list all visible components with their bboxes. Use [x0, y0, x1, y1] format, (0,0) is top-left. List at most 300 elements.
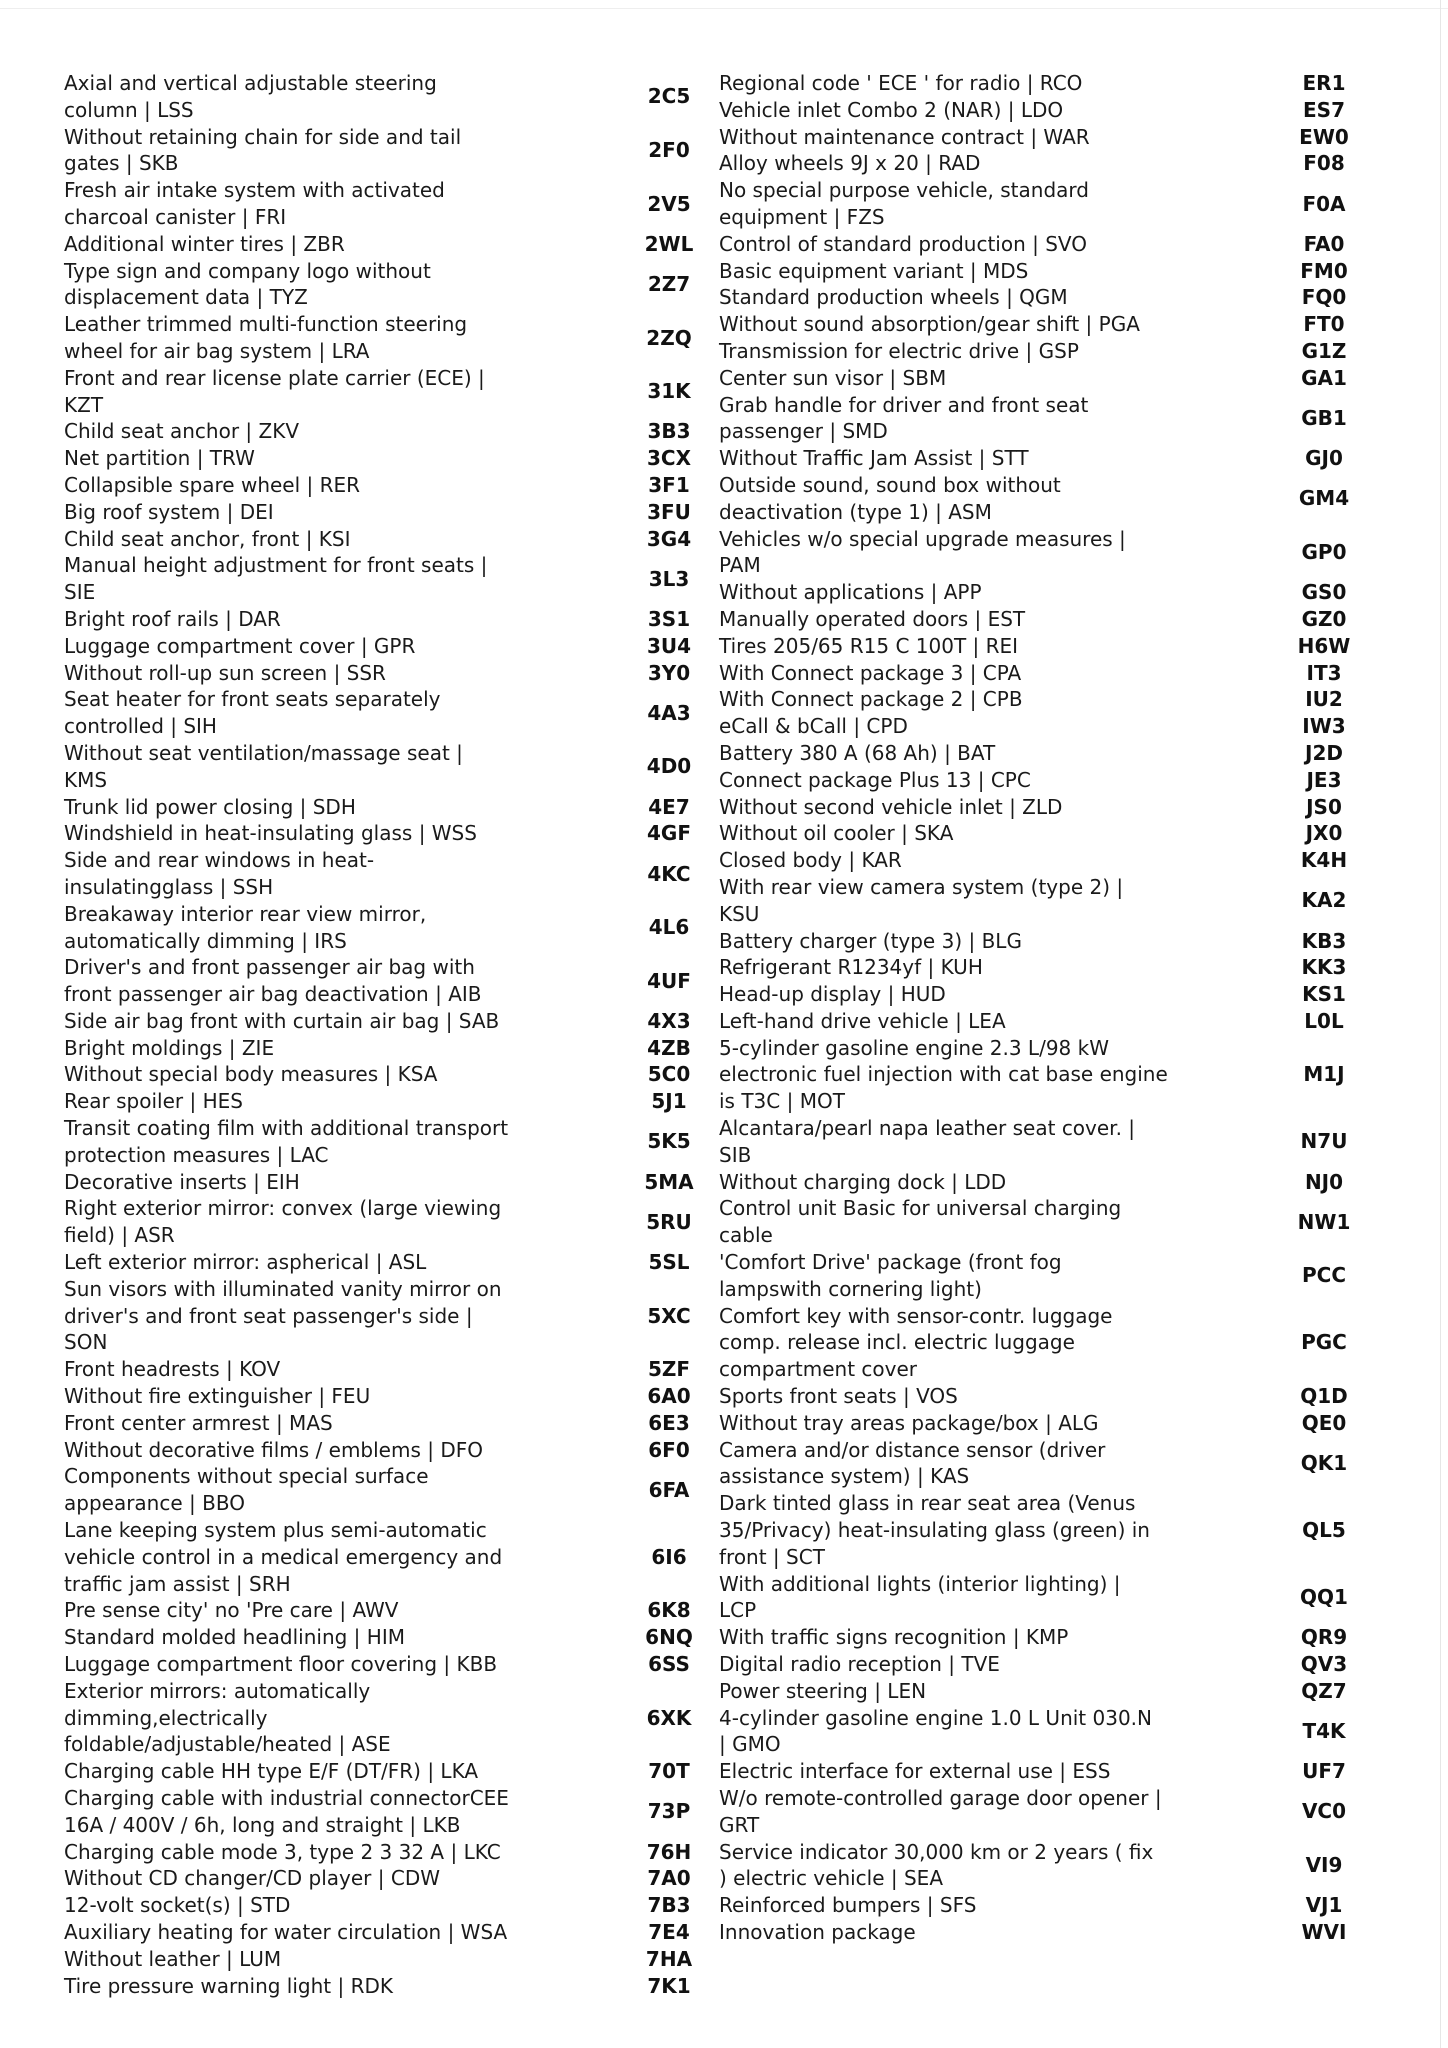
- option-description-line: Without decorative films / emblems | DFO: [64, 1437, 483, 1462]
- option-description-line: Comfort key with sensor-contr. luggage: [719, 1303, 1113, 1328]
- option-code: FQ0: [1301, 285, 1347, 310]
- option-description: [64, 1061, 524, 1088]
- option-code: 3F1: [648, 472, 690, 497]
- option-code: 6E3: [648, 1410, 690, 1435]
- option-description: [719, 70, 1179, 97]
- option-code: ER1: [1302, 71, 1346, 95]
- option-description: [719, 392, 1179, 446]
- option-description-line: Auxiliary heating for water circulation | WSA: [64, 1919, 508, 1944]
- option-row: [64, 820, 704, 847]
- option-code: 3U4: [646, 633, 692, 658]
- option-description-line: charcoal canister | FRI: [64, 204, 287, 229]
- option-row: [64, 1008, 704, 1035]
- option-description: [64, 311, 524, 365]
- option-row: [64, 472, 704, 499]
- option-row: [64, 526, 704, 553]
- option-row: [64, 1383, 704, 1410]
- page-top-edge: [0, 8, 1448, 9]
- option-row: [719, 1115, 1359, 1169]
- option-description-line: Net partition | TRW: [64, 446, 255, 471]
- option-code: 3L3: [648, 566, 690, 591]
- option-description-line: Power steering | LEN: [719, 1678, 927, 1703]
- option-description-line: Standard production wheels | QGM: [719, 285, 1068, 310]
- option-row: [64, 633, 704, 660]
- option-description-line: Transit coating film with additional transport: [64, 1116, 509, 1141]
- option-description: [64, 365, 524, 419]
- option-code: JX0: [1305, 821, 1343, 846]
- option-description-line: 12-volt socket(s) | STD: [64, 1893, 291, 1918]
- option-row: [719, 231, 1359, 258]
- option-row: [64, 1651, 704, 1678]
- option-code: VJ1: [1305, 1893, 1343, 1918]
- option-description-line: Luggage compartment cover | GPR: [64, 633, 416, 658]
- option-description: [719, 284, 1179, 311]
- option-code: FT0: [1303, 312, 1345, 337]
- option-code: PGC: [1301, 1330, 1347, 1355]
- option-description: [64, 1678, 524, 1758]
- option-code: 2V5: [647, 191, 691, 216]
- option-code: 76H: [646, 1839, 692, 1864]
- option-description: [719, 177, 1179, 231]
- option-description-line: Without special body measures | KSA: [64, 1062, 438, 1087]
- option-description-line: equipment | FZS: [719, 204, 885, 229]
- option-description-line: Bright moldings | ZIE: [64, 1035, 275, 1060]
- option-row: [64, 1919, 704, 1946]
- option-code: PCC: [1301, 1263, 1346, 1288]
- option-description-line: Additional winter tires | ZBR: [64, 231, 345, 256]
- option-description-line: Without sound absorption/gear shift | PGA: [719, 312, 1140, 337]
- option-description-line: Without oil cooler | SKA: [719, 821, 954, 846]
- option-code: K4H: [1300, 848, 1348, 873]
- option-row: [719, 1195, 1359, 1249]
- option-description: [64, 1517, 524, 1597]
- option-code: 3B3: [647, 419, 691, 444]
- option-code: 3S1: [647, 606, 691, 631]
- option-description-line: insulatingglass | SSH: [64, 874, 274, 899]
- option-row: [719, 526, 1359, 580]
- option-description-line: With Connect package 2 | CPB: [719, 687, 1023, 712]
- option-description: [719, 445, 1179, 472]
- option-row: [719, 1169, 1359, 1196]
- option-row: [64, 1517, 704, 1597]
- option-code: QR9: [1300, 1625, 1348, 1650]
- option-description-line: Child seat anchor | ZKV: [64, 419, 299, 444]
- option-description-line: ) electric vehicle | SEA: [719, 1866, 943, 1891]
- option-description-line: Decorative inserts | EIH: [64, 1169, 300, 1194]
- option-description-line: Electric interface for external use | ESS: [719, 1759, 1111, 1784]
- option-code: NJ0: [1304, 1169, 1344, 1194]
- option-description-line: | GMO: [719, 1732, 781, 1757]
- option-description: [64, 1839, 524, 1866]
- option-code: 7B3: [647, 1893, 691, 1918]
- option-description: [64, 445, 524, 472]
- option-description-line: Without Traffic Jam Assist | STT: [719, 446, 1029, 471]
- option-row: [64, 740, 704, 794]
- option-description-line: Rear spoiler | HES: [64, 1089, 243, 1114]
- option-row: [719, 606, 1359, 633]
- option-description-line: Side air bag front with curtain air bag | SAB: [64, 1008, 500, 1033]
- option-description-line: Alcantara/pearl napa leather seat cover. |: [719, 1116, 1136, 1141]
- option-description: [64, 954, 524, 1008]
- option-description: [64, 660, 524, 687]
- option-description-line: Pre sense city' no 'Pre care | AWV: [64, 1598, 399, 1623]
- option-description-line: comp. release incl. electric luggage: [719, 1330, 1075, 1355]
- option-description: [64, 1946, 524, 1973]
- option-description: [719, 258, 1179, 285]
- option-description: [64, 740, 524, 794]
- option-description: [719, 1624, 1179, 1651]
- option-description: [719, 1651, 1179, 1678]
- option-code: 4L6: [648, 915, 690, 940]
- option-description: [64, 1785, 524, 1839]
- option-description: [64, 901, 524, 955]
- option-code: 4UF: [647, 968, 691, 993]
- option-code: 70T: [648, 1759, 690, 1784]
- option-code: FM0: [1300, 258, 1348, 283]
- option-code: VI9: [1305, 1852, 1343, 1877]
- option-code: M1J: [1303, 1062, 1345, 1087]
- option-row: [719, 97, 1359, 124]
- option-description-line: Charging cable with industrial connectorCEE: [64, 1786, 509, 1810]
- option-description: [719, 954, 1179, 981]
- option-description-line: Head-up display | HUD: [719, 982, 946, 1007]
- option-description-line: KSU: [719, 901, 760, 926]
- option-description-line: With Connect package 3 | CPA: [719, 660, 1022, 685]
- option-description: [719, 1035, 1179, 1115]
- option-code: 3FU: [647, 499, 691, 524]
- option-code: 5ZF: [647, 1357, 691, 1382]
- option-description: [64, 124, 524, 178]
- option-row: [64, 124, 704, 178]
- option-description-line: Left-hand drive vehicle | LEA: [719, 1008, 1006, 1033]
- option-row: [719, 258, 1359, 285]
- option-row: [719, 124, 1359, 151]
- option-description-line: KMS: [64, 767, 108, 792]
- option-description-line: dimming,electrically: [64, 1705, 268, 1730]
- option-description-line: column | LSS: [64, 97, 194, 122]
- option-code: N7U: [1300, 1129, 1348, 1154]
- option-description: [719, 713, 1179, 740]
- option-row: [719, 1383, 1359, 1410]
- option-code: 73P: [647, 1799, 691, 1824]
- option-row: [719, 365, 1359, 392]
- option-description-line: SIE: [64, 580, 96, 605]
- option-description-line: driver's and front seat passenger's side |: [64, 1303, 473, 1328]
- option-row: [64, 445, 704, 472]
- option-description: [64, 1865, 524, 1892]
- option-description-line: front passenger air bag deactivation | AIB: [64, 982, 482, 1007]
- option-description: [719, 1839, 1179, 1893]
- option-description-line: Charging cable mode 3, type 2 3 32 A | LKC: [64, 1839, 501, 1864]
- option-description-line: Exterior mirrors: automatically: [64, 1678, 371, 1703]
- option-row: [64, 1597, 704, 1624]
- option-description-line: Battery charger (type 3) | BLG: [719, 928, 1022, 953]
- option-code: 6XK: [646, 1705, 692, 1730]
- option-row: [719, 1892, 1359, 1919]
- option-description-line: Trunk lid power closing | SDH: [64, 794, 356, 819]
- option-row: [719, 660, 1359, 687]
- option-description: [719, 1303, 1179, 1383]
- option-description: [64, 847, 524, 901]
- option-description-line: Components without special surface: [64, 1464, 429, 1489]
- option-code: GA1: [1301, 365, 1347, 390]
- option-description-line: Dark tinted glass in rear seat area (Venus: [719, 1491, 1136, 1516]
- option-code: GP0: [1301, 539, 1347, 564]
- option-description-line: Front center armrest | MAS: [64, 1410, 333, 1435]
- option-row: [719, 1839, 1359, 1893]
- option-description: [64, 1919, 524, 1946]
- option-code: GS0: [1301, 580, 1347, 605]
- option-description: [64, 1035, 524, 1062]
- option-description-line: Outside sound, sound box without: [719, 472, 1061, 497]
- option-description: [64, 1463, 524, 1517]
- option-code: 2C5: [647, 84, 691, 109]
- option-description-line: Charging cable HH type E/F (DT/FR) | LKA: [64, 1759, 479, 1784]
- option-description: [719, 633, 1179, 660]
- option-code: 6SS: [648, 1652, 690, 1677]
- option-code: 5SL: [648, 1250, 690, 1275]
- option-description: [719, 767, 1179, 794]
- option-description-line: Closed body | KAR: [719, 848, 902, 873]
- option-description-line: Fresh air intake system with activated: [64, 178, 445, 203]
- option-row: [64, 258, 704, 312]
- option-description-line: deactivation (type 1) | ASM: [719, 499, 992, 524]
- option-row: [64, 70, 704, 124]
- option-description: [719, 1919, 1179, 1946]
- option-description: [64, 686, 524, 740]
- option-description-line: PAM: [719, 553, 761, 578]
- option-description-line: Without charging dock | LDD: [719, 1169, 1007, 1194]
- option-description: [719, 526, 1179, 580]
- option-description: [64, 1410, 524, 1437]
- option-code: 3CX: [646, 446, 691, 471]
- option-row: [64, 499, 704, 526]
- option-row: [64, 1088, 704, 1115]
- option-description: [719, 1571, 1179, 1625]
- option-description: [719, 1169, 1179, 1196]
- option-description-line: Type sign and company logo without: [64, 258, 431, 283]
- option-description-line: Side and rear windows in heat-: [64, 848, 375, 873]
- option-description: [64, 1651, 524, 1678]
- option-row: [64, 1946, 704, 1973]
- option-row: [719, 686, 1359, 713]
- option-description-line: protection measures | LAC: [64, 1142, 329, 1167]
- option-description-line: Vehicle inlet Combo 2 (NAR) | LDO: [719, 97, 1064, 122]
- option-code: JE3: [1306, 767, 1342, 792]
- option-row: [64, 177, 704, 231]
- option-description: [719, 1785, 1179, 1839]
- left-option-column: [64, 70, 704, 1999]
- option-code: QK1: [1300, 1451, 1348, 1476]
- option-code: 2Z7: [647, 271, 691, 296]
- option-description-line: 16A / 400V / 6h, long and straight | LKB: [64, 1812, 461, 1837]
- option-description-line: Sun visors with illuminated vanity mirror on: [64, 1276, 502, 1301]
- option-code: QQ1: [1300, 1585, 1348, 1610]
- option-code: 5MA: [644, 1169, 694, 1194]
- option-description: [719, 579, 1179, 606]
- option-row: [719, 177, 1359, 231]
- option-description: [719, 1705, 1179, 1759]
- option-row: [719, 1437, 1359, 1491]
- option-code: 6A0: [647, 1384, 691, 1409]
- option-row: [64, 686, 704, 740]
- option-description-line: Refrigerant R1234yf | KUH: [719, 955, 983, 980]
- option-row: [64, 418, 704, 445]
- option-description-line: Seat heater for front seats separately: [64, 687, 441, 712]
- option-description-line: Without second vehicle inlet | ZLD: [719, 794, 1063, 819]
- option-row: [719, 284, 1359, 311]
- option-description-line: automatically dimming | IRS: [64, 928, 347, 953]
- option-code: FA0: [1303, 231, 1345, 256]
- option-description-line: Alloy wheels 9J x 20 | RAD: [719, 151, 981, 176]
- option-description-line: Tire pressure warning light | RDK: [64, 1973, 393, 1998]
- option-code: NW1: [1297, 1209, 1351, 1234]
- option-code: VC0: [1301, 1799, 1347, 1824]
- option-description-line: compartment cover: [719, 1357, 917, 1382]
- option-description: [719, 820, 1179, 847]
- option-description-line: Luggage compartment floor covering | KBB: [64, 1652, 498, 1677]
- option-row: [719, 1008, 1359, 1035]
- option-code: UF7: [1302, 1759, 1346, 1784]
- option-description-line: Without tray areas package/box | ALG: [719, 1410, 1099, 1435]
- option-code: 4A3: [647, 700, 691, 725]
- option-description: [719, 1383, 1179, 1410]
- option-code: L0L: [1304, 1008, 1344, 1033]
- option-row: [719, 954, 1359, 981]
- option-row: [719, 445, 1359, 472]
- option-description-line: Big roof system | DEI: [64, 499, 274, 524]
- option-description-line: KZT: [64, 392, 104, 417]
- option-code: WVI: [1301, 1919, 1347, 1944]
- option-description-line: Child seat anchor, front | KSI: [64, 526, 351, 551]
- option-description-line: Left exterior mirror: aspherical | ASL: [64, 1250, 427, 1275]
- option-description: [64, 1973, 524, 2000]
- option-row: [719, 392, 1359, 446]
- option-description: [64, 1115, 524, 1169]
- option-row: [64, 1249, 704, 1276]
- option-description: [719, 1892, 1179, 1919]
- option-row: [719, 1249, 1359, 1303]
- option-row: [64, 1169, 704, 1196]
- option-description: [719, 606, 1179, 633]
- option-description: [64, 552, 524, 606]
- option-description: [64, 472, 524, 499]
- option-description-line: Control unit Basic for universal charging: [719, 1196, 1122, 1221]
- option-code: 7HA: [645, 1946, 693, 1971]
- option-description-line: Without CD changer/CD player | CDW: [64, 1866, 440, 1891]
- option-description: [719, 928, 1179, 955]
- option-code: KS1: [1302, 982, 1346, 1007]
- option-description: [719, 686, 1179, 713]
- option-description: [719, 1195, 1179, 1249]
- option-code: IT3: [1306, 660, 1342, 685]
- option-row: [64, 1410, 704, 1437]
- option-description-line: Service indicator 30,000 km or 2 years ( fix: [719, 1839, 1154, 1864]
- option-row: [719, 928, 1359, 955]
- option-row: [719, 1571, 1359, 1625]
- option-row: [719, 633, 1359, 660]
- option-code: JS0: [1306, 794, 1342, 819]
- option-description-line: SIB: [719, 1142, 752, 1167]
- option-description: [719, 794, 1179, 821]
- option-description-line: Bright roof rails | DAR: [64, 606, 281, 631]
- option-description: [719, 1437, 1179, 1491]
- option-description-line: Standard molded headlining | HIM: [64, 1625, 405, 1650]
- option-description-line: Regional code ' ECE ' for radio | RCO: [719, 71, 1083, 95]
- option-code: 6K8: [647, 1598, 691, 1623]
- option-description: [719, 231, 1179, 258]
- option-description-line: With rear view camera system (type 2) |: [719, 874, 1124, 899]
- option-description-line: Windshield in heat-insulating glass | WSS: [64, 821, 477, 846]
- option-row: [719, 70, 1359, 97]
- option-row: [64, 1839, 704, 1866]
- option-description: [719, 874, 1179, 928]
- option-row: [64, 901, 704, 955]
- option-code: 4E7: [648, 794, 690, 819]
- option-row: [64, 1463, 704, 1517]
- option-row: [719, 981, 1359, 1008]
- option-description-line: GRT: [719, 1812, 760, 1837]
- option-description-line: assistance system) | KAS: [719, 1464, 970, 1489]
- option-row: [64, 552, 704, 606]
- option-description: [64, 70, 524, 124]
- option-description: [64, 1383, 524, 1410]
- option-row: [64, 365, 704, 419]
- option-row: [64, 1035, 704, 1062]
- option-description-line: 35/Privacy) heat-insulating glass (green) in: [719, 1518, 1150, 1543]
- option-description: [719, 847, 1179, 874]
- option-description-line: No special purpose vehicle, standard: [719, 178, 1089, 203]
- option-code: EW0: [1299, 124, 1349, 149]
- option-description-line: Manually operated doors | EST: [719, 606, 1026, 631]
- option-code: 4ZB: [647, 1035, 691, 1060]
- option-row: [719, 1410, 1359, 1437]
- option-code: 3Y0: [647, 660, 691, 685]
- option-description: [64, 1008, 524, 1035]
- option-description-line: Without seat ventilation/massage seat |: [64, 740, 463, 765]
- option-row: [64, 1115, 704, 1169]
- option-description-line: foldable/adjustable/heated | ASE: [64, 1732, 391, 1757]
- option-description: [64, 820, 524, 847]
- option-description: [719, 1008, 1179, 1035]
- option-description-line: controlled | SIH: [64, 714, 217, 739]
- option-row: [719, 1624, 1359, 1651]
- option-description: [64, 418, 524, 445]
- option-description: [64, 633, 524, 660]
- option-row: [719, 847, 1359, 874]
- option-code: QZ7: [1301, 1678, 1347, 1703]
- option-code: GB1: [1301, 405, 1347, 430]
- option-description-line: Driver's and front passenger air bag with: [64, 955, 475, 980]
- option-description-line: Without leather | LUM: [64, 1946, 282, 1971]
- option-row: [64, 1437, 704, 1464]
- option-row: [64, 1973, 704, 2000]
- option-description: [719, 660, 1179, 687]
- option-code: IU2: [1305, 687, 1343, 712]
- option-description: [719, 1678, 1179, 1705]
- option-code: F0A: [1302, 191, 1346, 216]
- option-description-line: Battery 380 A (68 Ah) | BAT: [719, 740, 996, 765]
- option-description-line: Without fire extinguisher | FEU: [64, 1384, 371, 1409]
- option-code: 7A0: [647, 1866, 691, 1891]
- option-description-line: With traffic signs recognition | KMP: [719, 1625, 1069, 1650]
- option-description: [719, 740, 1179, 767]
- option-code: 7K1: [647, 1973, 691, 1998]
- option-description-line: Manual height adjustment for front seats |: [64, 553, 488, 578]
- option-description: [719, 124, 1179, 151]
- option-row: [719, 1785, 1359, 1839]
- option-description-line: Connect package Plus 13 | CPC: [719, 767, 1031, 792]
